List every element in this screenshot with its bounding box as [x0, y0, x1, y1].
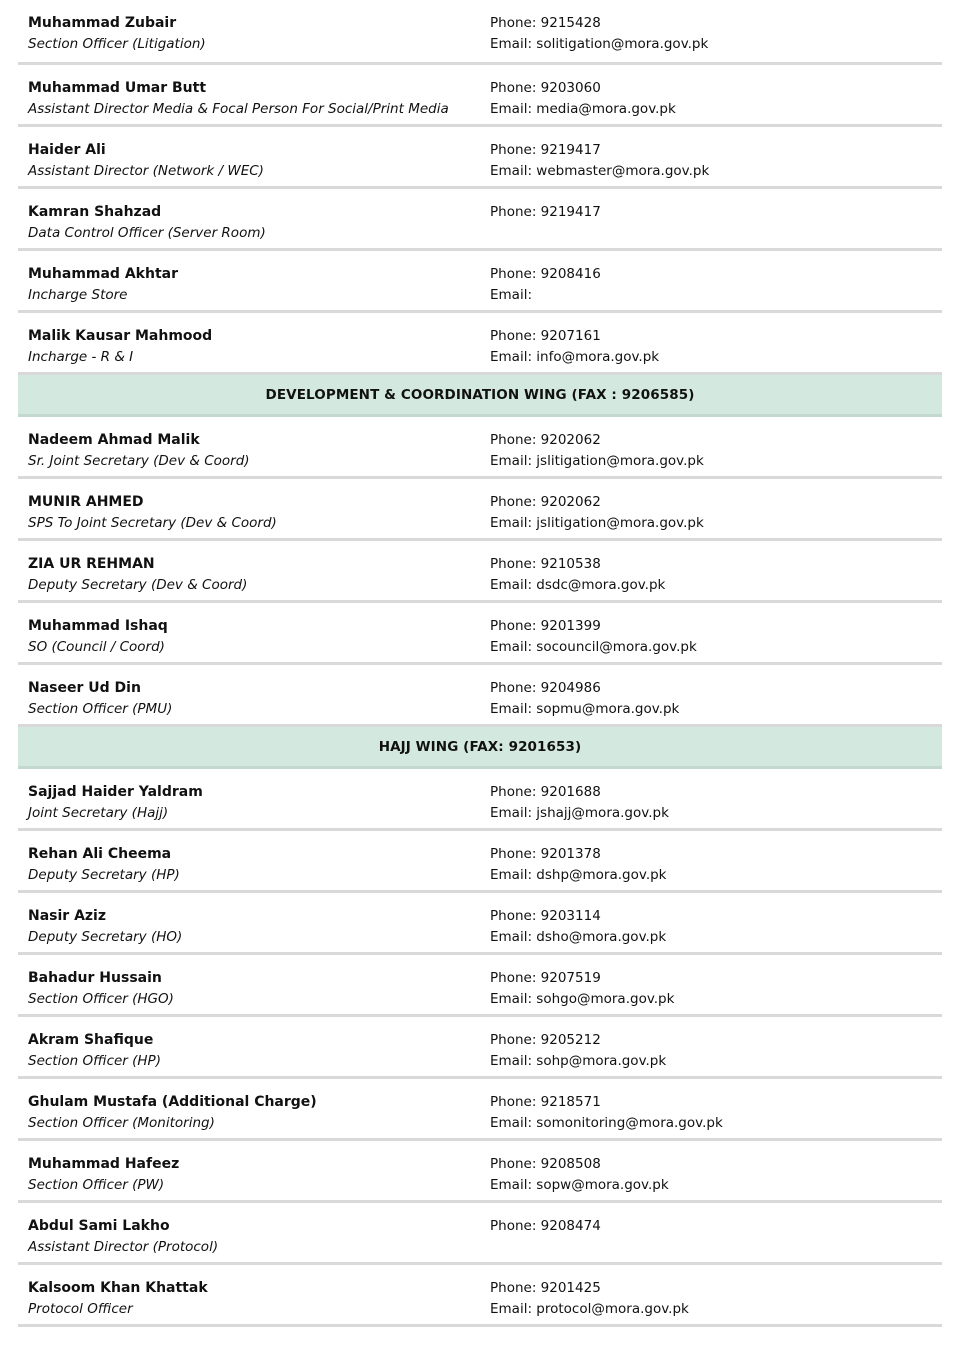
contact-title: Assistant Director (Protocol)	[28, 1239, 219, 1255]
contact-row	[18, 1265, 942, 1327]
contact-title: Section Officer (Litigation)	[28, 36, 206, 52]
contact-name: ZIA UR REHMAN	[28, 556, 155, 572]
contact-email[interactable]: Email:	[490, 287, 533, 303]
contact-row	[18, 831, 942, 893]
contact-name: Kalsoom Khan Khattak	[28, 1280, 208, 1296]
contact-title: Data Control Officer (Server Room)	[28, 225, 266, 241]
contact-title: Section Officer (PMU)	[28, 701, 173, 717]
contact-name: Naseer Ud Din	[28, 680, 141, 696]
contact-row	[18, 127, 942, 189]
contact-row	[18, 769, 942, 831]
contact-row	[18, 1203, 942, 1265]
contact-email[interactable]: Email: solitigation@mora.gov.pk	[490, 36, 709, 52]
contact-title: Section Officer (HP)	[28, 1053, 161, 1069]
contact-title: Assistant Director (Network / WEC)	[28, 163, 264, 179]
contact-phone: Phone: 9201688	[490, 784, 601, 800]
contact-name: Sajjad Haider Yaldram	[28, 784, 203, 800]
contact-name: Muhammad Zubair	[28, 15, 177, 31]
contact-email[interactable]: Email: dsdc@mora.gov.pk	[490, 577, 666, 593]
contact-row	[18, 417, 942, 479]
contact-name: Muhammad Akhtar	[28, 266, 178, 282]
contact-email[interactable]: Email: jslitigation@mora.gov.pk	[490, 453, 704, 469]
contact-row	[18, 541, 942, 603]
contact-title: Deputy Secretary (HO)	[28, 929, 183, 945]
contact-name: Muhammad Umar Butt	[28, 80, 207, 96]
contact-email[interactable]: Email: webmaster@mora.gov.pk	[490, 163, 710, 179]
contact-phone: Phone: 9204986	[490, 680, 601, 696]
contact-email[interactable]: Email: jslitigation@mora.gov.pk	[490, 515, 704, 531]
contact-title: SPS To Joint Secretary (Dev & Coord)	[28, 515, 277, 531]
contact-email[interactable]: Email: sopmu@mora.gov.pk	[490, 701, 680, 717]
contact-phone: Phone: 9203114	[490, 908, 601, 924]
contact-name: Muhammad Hafeez	[28, 1156, 180, 1172]
contact-name: Nadeem Ahmad Malik	[28, 432, 200, 448]
contact-title: Incharge - R & I	[28, 349, 134, 365]
contact-phone: Phone: 9202062	[490, 494, 601, 510]
contact-row	[18, 1141, 942, 1203]
contact-email[interactable]: Email: dsho@mora.gov.pk	[490, 929, 667, 945]
contact-row	[18, 893, 942, 955]
contact-phone: Phone: 9203060	[490, 80, 601, 96]
contact-row	[18, 603, 942, 665]
contact-phone: Phone: 9202062	[490, 432, 601, 448]
contact-name: Muhammad Ishaq	[28, 618, 168, 634]
contact-name: Abdul Sami Lakho	[28, 1218, 170, 1234]
contact-row	[18, 65, 942, 127]
contact-name: Akram Shafique	[28, 1032, 154, 1048]
contact-phone: Phone: 9201378	[490, 846, 601, 862]
contact-phone: Phone: 9207519	[490, 970, 601, 986]
contact-title: Joint Secretary (Hajj)	[28, 805, 169, 821]
contact-title: Protocol Officer	[28, 1301, 133, 1317]
contact-row	[18, 1079, 942, 1141]
contact-email[interactable]: Email: media@mora.gov.pk	[490, 101, 676, 117]
contact-title: Incharge Store	[28, 287, 128, 303]
contact-phone: Phone: 9208416	[490, 266, 601, 282]
contact-phone: Phone: 9208508	[490, 1156, 601, 1172]
contact-row	[18, 251, 942, 313]
contact-email[interactable]: Email: sohgo@mora.gov.pk	[490, 991, 675, 1007]
contact-title: SO (Council / Coord)	[28, 639, 165, 655]
contact-row	[18, 955, 942, 1017]
contact-name: Kamran Shahzad	[28, 204, 162, 220]
contact-phone: Phone: 9215428	[490, 15, 601, 31]
contact-title: Section Officer (HGO)	[28, 991, 174, 1007]
contact-name: Rehan Ali Cheema	[28, 846, 172, 862]
contact-title: Sr. Joint Secretary (Dev & Coord)	[28, 453, 250, 469]
contact-email[interactable]: Email: sohp@mora.gov.pk	[490, 1053, 667, 1069]
contact-email[interactable]: Email: jshajj@mora.gov.pk	[490, 805, 669, 821]
contact-row	[18, 313, 942, 375]
contact-phone: Phone: 9219417	[490, 142, 601, 158]
contact-name: MUNIR AHMED	[28, 494, 144, 510]
section-header-hajj-wing: HAJJ WING (FAX: 9201653)	[18, 727, 942, 769]
contact-row	[18, 1017, 942, 1079]
contact-email[interactable]: Email: sopw@mora.gov.pk	[490, 1177, 669, 1193]
contact-email[interactable]: Email: socouncil@mora.gov.pk	[490, 639, 697, 655]
contact-title: Deputy Secretary (HP)	[28, 867, 180, 883]
contact-directory	[18, 0, 942, 1327]
contact-phone: Phone: 9219417	[490, 204, 601, 220]
contact-email[interactable]: Email: somonitoring@mora.gov.pk	[490, 1115, 723, 1131]
section-header-dev-coord-wing: DEVELOPMENT & COORDINATION WING (FAX : 9206585)	[18, 375, 942, 417]
contact-title: Assistant Director Media & Focal Person For Social/Print Media	[28, 101, 449, 117]
contact-phone: Phone: 9218571	[490, 1094, 601, 1110]
contact-title: Section Officer (Monitoring)	[28, 1115, 215, 1131]
contact-name: Haider Ali	[28, 142, 106, 158]
contact-name: Nasir Aziz	[28, 908, 107, 924]
contact-title: Deputy Secretary (Dev & Coord)	[28, 577, 248, 593]
contact-email[interactable]: Email: info@mora.gov.pk	[490, 349, 660, 365]
contact-phone: Phone: 9208474	[490, 1218, 601, 1234]
contact-row	[18, 0, 942, 65]
contact-name: Malik Kausar Mahmood	[28, 328, 213, 344]
contact-title: Section Officer (PW)	[28, 1177, 165, 1193]
contact-row	[18, 479, 942, 541]
contact-row	[18, 189, 942, 251]
contact-phone: Phone: 9205212	[490, 1032, 601, 1048]
contact-name: Ghulam Mustafa (Additional Charge)	[28, 1094, 317, 1110]
contact-phone: Phone: 9201399	[490, 618, 601, 634]
contact-row	[18, 665, 942, 727]
contact-email[interactable]: Email: protocol@mora.gov.pk	[490, 1301, 689, 1317]
contact-email[interactable]: Email: dshp@mora.gov.pk	[490, 867, 667, 883]
contact-phone: Phone: 9201425	[490, 1280, 601, 1296]
contact-phone: Phone: 9210538	[490, 556, 601, 572]
contact-name: Bahadur Hussain	[28, 970, 162, 986]
contact-phone: Phone: 9207161	[490, 328, 601, 344]
